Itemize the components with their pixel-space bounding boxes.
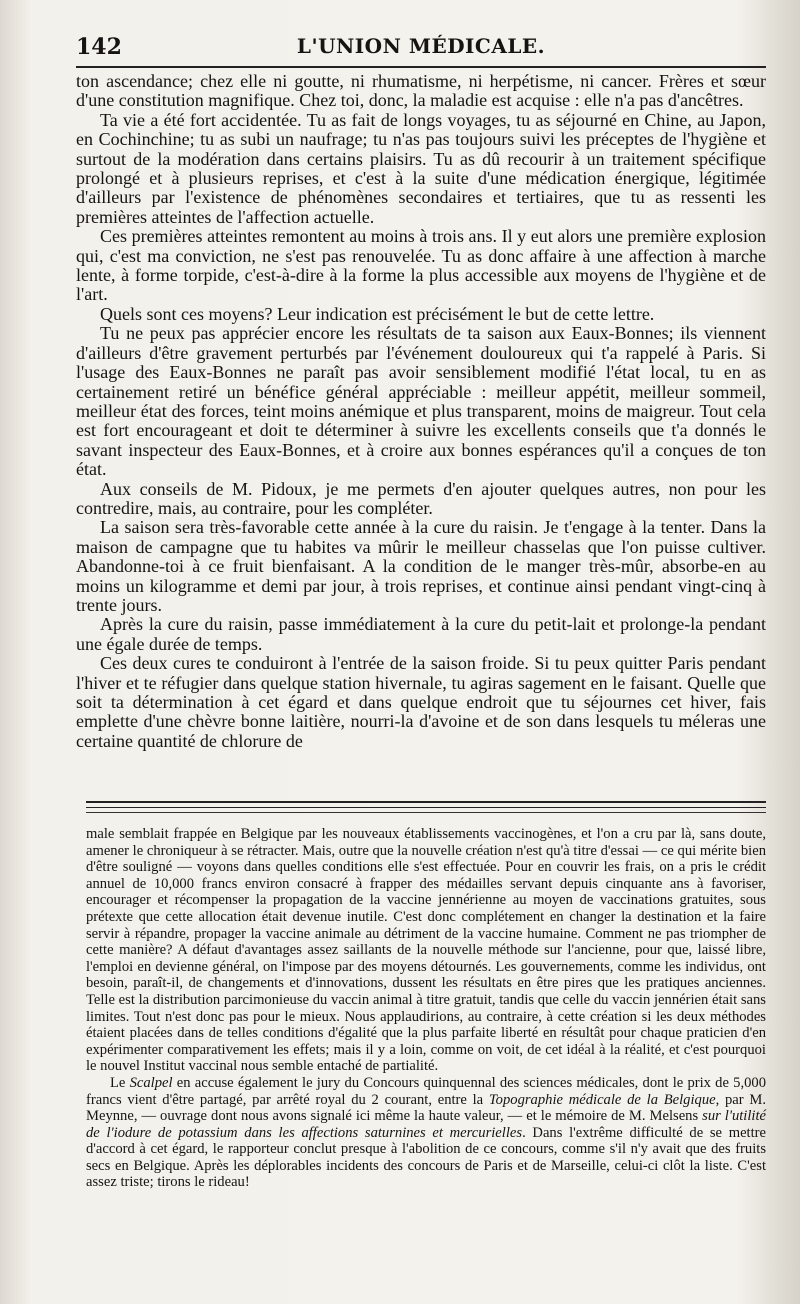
paragraph: Tu ne peux pas apprécier encore les résultats de ta saison aux Eaux-Bonnes; ils viennent d'ailleurs d'être gravement perturbés par l'événement douloureux qui t'a rappelé à Paris. Si l'usage des Eaux-Bonnes ne paraît pas avoir sensiblement modifié l'état local, tu en as certainement retiré un bénéfice général appréciable : meilleur appétit, meilleur sommeil, meilleur état des forces, teint moins anémique et plus transparent, moins de maigreur. Tout cela est fort encourageant et doit te déterminer à suivre les excellents conseils que t'a donnés le savant inspecteur des Eaux-Bonnes, et à croire aux bonnes espérances qu'il a conçues de ton état. bbox=[76, 323, 766, 480]
footnote-paragraph bbox=[86, 1075, 766, 1191]
footnote-paragraph: male semblait frappée en Belgique par les nouveaux établissements vaccinogènes, et l'on a cru par là, sans doute, amener le chroniqueur à se rétracter. Mais, outre que la nouvelle création n'est qu'à titre d'essai — ce qui mérite bien d'être souligné — voyons dans quelles conditions elle s'est effectuée. Pour en couvrir les frais, on a pris le crédit annuel de 10,000 francs environ consacré à frapper des médailles servant depuis cinquante ans à favoriser, encourager et récompenser la propagation de la vaccine jennérienne au moyen de vaccinations gratuites, sous prétexte que cette allocation était devenue inutile. C'est donc complétement en changer la destination et la faire servir à répandre, propager la vaccine animale au détriment de la vaccine humaine. Comment ne pas triompher de cette manière? A défaut d'avantages assez saillants de la nouvelle méthode sur l'ancienne, pour que, laissé libre, l'emploi en devienne général, on l'impose par des moyens détournés. Les gouvernements, comme les individus, ont besoin, paraît-il, de changements et d'innovations, dussent les résultats en être pires que les pratiques anciennes. Telle est la distribution parcimonieuse du vaccin animal à titre gratuit, tandis que celle du vaccin jennérien était sans limites. Tout n'est donc pas pour le mieux. Nous applaudirions, au contraire, à cette création si les deux méthodes étaient placées dans de telles conditions d'égalité que la plus parfaite liberté en résultât pour chaque praticien d'en expérimenter comparativement les effets; mais il y a loin, comme on voit, de cet idéal à la réalité, et c'est pourquoi le nouvel Institut vaccinal nous semble entaché de partialité. bbox=[86, 826, 766, 1075]
paragraph: Ces deux cures te conduiront à l'entrée de la saison froide. Si tu peux quitter Paris pendant l'hiver et te réfugier dans quelque station hivernale, tu agiras sagement en le faisant. Quelle que soit ta détermination à cet égard et dans quelque endroit que tu séjournes cet hiver, fais emplette d'une chèvre bonne laitière, nourri-la d'avoine et de son dans lesquels tu méleras une certaine quantité de chlorure de bbox=[76, 653, 766, 751]
main-text bbox=[76, 72, 766, 751]
paragraph: Après la cure du raisin, passe immédiatement à la cure du petit-lait et prolonge-la pendant une égale durée de temps. bbox=[76, 614, 766, 654]
journal-title: Scalpel bbox=[129, 1074, 173, 1091]
feuilleton-rule-thin bbox=[86, 812, 766, 813]
footnote-text: . Dans l'extrême difficulté de se mettre d'accord à cet égard, le rapporteur conclut presque à l'abolition de ce concours, comme s'il n'y avait que des fruits secs en Belgique. Après les déplorables incidents des concours de Paris et de Marseille, celui-ci clôt la liste. C'est assez triste; tirons le rideau! bbox=[86, 1124, 767, 1191]
paragraph: Quels sont ces moyens? Leur indication est précisément le but de cette lettre. bbox=[100, 303, 655, 324]
footnote-text: Le bbox=[110, 1074, 130, 1091]
paragraph: ton ascendance; chez elle ni goutte, ni rhumatisme, ni herpétisme, ni cancer. Frères et sœur d'une constitution magnifique. Chez toi, donc, la maladie est acquise : elle n'a pas d'ancêtres. bbox=[76, 71, 766, 111]
work-title: Topographie médicale de la Belgique bbox=[488, 1091, 716, 1108]
feuilleton-text bbox=[86, 826, 766, 1191]
paragraph: Ces premières atteintes remontent au moins à trois ans. Il y eut alors une première explosion qui, c'est ma conviction, ne s'est pas renouvelée. Tu as donc affaire à une affection à marche lente, à forme torpide, c'est-à-dire à la forme la plus accessible aux moyens de l'hygiène et de l'art. bbox=[76, 226, 766, 305]
work-title: sur l'utilité de l'iodure de potassium dans les affections saturnines et mercurielles bbox=[86, 1108, 767, 1141]
paragraph: La saison sera très-favorable cette année à la cure du raisin. Je t'engage à la tenter. Dans la maison de campagne que tu habites va mûrir le meilleur chasselas que l'on puisse cultiver. Abandonne-toi à ce fruit bienfaisant. A la condition de le manger très-mûr, absorbe-en au moins un kilogramme et demi par jour, à trois reprises, et continue ainsi pendant vingt-cinq à trente jours. bbox=[76, 517, 766, 615]
page-number: 142 bbox=[76, 34, 122, 60]
header-rule bbox=[76, 66, 766, 68]
feuilleton-rule bbox=[86, 801, 766, 808]
paragraph: Ta vie a été fort accidentée. Tu as fait de longs voyages, tu as séjourné en Chine, au Japon, en Cochinchine; tu as subi un naufrage; tu n'as pas toujours suivi les préceptes de l'hygiène et surtout de la modération dans certains plaisirs. Tu as dû recourir à un traitement spécifique prolongé et à plusieurs reprises, et c'est à la suite d'une médication énergique, légitimée d'ailleurs par l'existence de phénomènes secondaires et tertiaires, que tu as ressenti les premières atteintes de l'affection actuelle. bbox=[76, 109, 766, 227]
paragraph: Aux conseils de M. Pidoux, je me permets d'en ajouter quelques autres, non pour les contredire, mais, au contraire, pour les compléter. bbox=[76, 478, 766, 518]
running-title: L'UNION MÉDICALE. bbox=[296, 34, 546, 58]
footnote-text: en accuse également le jury du Concours quinquennal des sciences médicales, dont le prix de 5,000 francs vient d'être partagé, par arrêté royal du 2 courant, entre la bbox=[86, 1074, 766, 1108]
page-header bbox=[76, 32, 766, 64]
footnote-text: , par M. Meynne, — ouvrage dont nous avons signalé ici même la haute valeur, — et le mémoire de M. Melsens bbox=[86, 1091, 766, 1125]
